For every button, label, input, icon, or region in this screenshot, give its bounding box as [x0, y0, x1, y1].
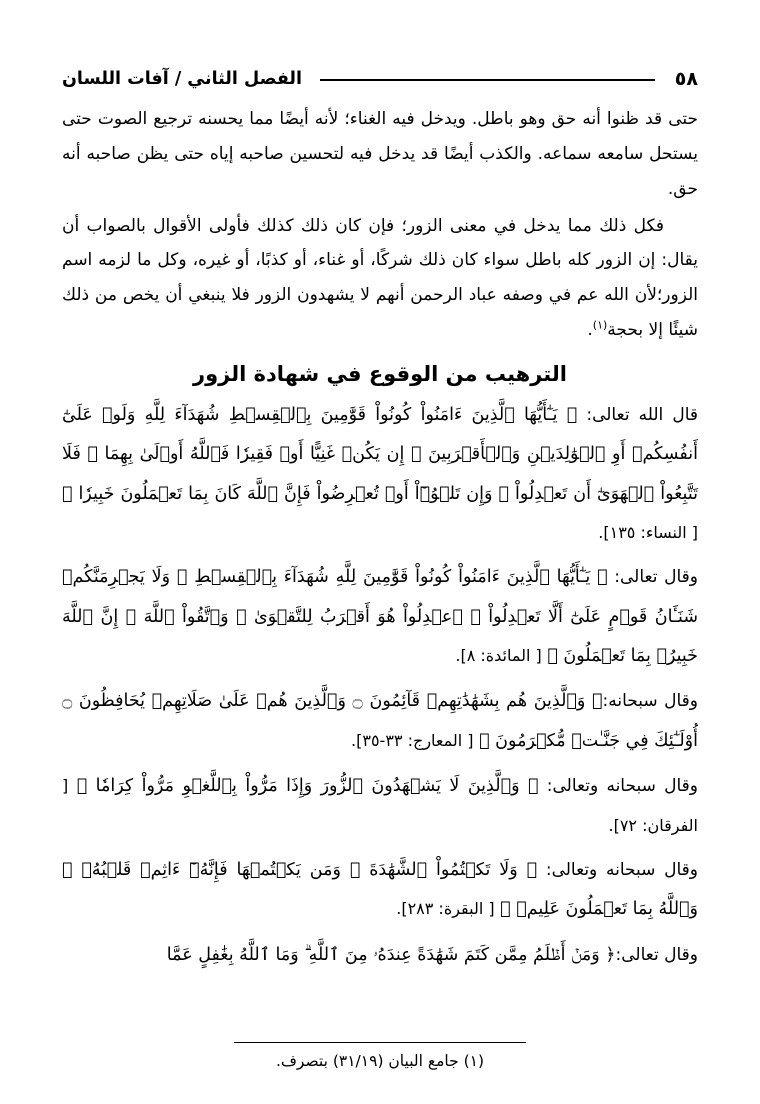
paragraph-zoor-meaning: فكل ذلك مما يدخل في معنى الزور؛ فإن كان ذلك كذلك فأولى الأقوال بالصواب أن يقال: إن الزور كله باطل سواء كان ذلك شركًا، أو غناء، أو كذبًا، أو غيره، وكل ما لزمه اسم الزور؛لأن الله عم في وصفه عباد الرحمن أنهم لا يشهدون الزور فلا ينبغي أن يخص من ذلك شيئًا إلا بحجة$^{(١)}$.	[62, 215, 698, 341]
quran-reference: [ الفرقان: ٧٢].	[62, 776, 698, 835]
quran-reference: [ المائدة: ٨].	[455, 646, 542, 666]
quote-block-baqarah-140	[62, 936, 698, 975]
quote-block-nisa	[62, 396, 698, 552]
paragraph-continuation: حتى قد ظنوا أنه حق وهو باطل. ويدخل فيه الغناء؛ لأنه أيضًا مما يحسنه ترجيع الصوت حتى يستحل سامعه سماعه. والكذب أيضًا قد يدخل فيه لتحسين صاحبه إياه حتى يظن صاحبه أنه حق.	[62, 109, 698, 199]
quote-lead-in: وقال سبحانه وتعالى:	[538, 776, 698, 797]
page-number: ٥٨	[674, 68, 698, 90]
footnote-text: (١) جامع البيان (٣١/١٩) بتصرف.	[275, 1052, 485, 1071]
quran-verse-text: ﴿ وَلَا تَكۡتُمُواْ ٱلشَّهَٰدَةَ ۚ وَمَن يَكۡتُمۡهَا فَإِنَّهُۥٓ ءَاثِمٞ قَلۡبُهُۥ ۗ وَٱللَّهُ بِمَا تَعۡمَلُونَ عَلِيمٞ ﴾	[62, 859, 698, 920]
section-heading: الترهيب من الوقوع في شهادة الزور	[193, 361, 567, 386]
quran-verse-text: ﴿ وَمَنۡ أَظۡلَمُ مِمَّن كَتَمَ شَهَٰدَةً عِندَهُۥ مِنَ ٱللَّهِ ۗ وَمَا ٱللَّهُ بِغَٰفِلٍ عَمَّا	[166, 944, 616, 965]
quote-block-furqan	[62, 767, 698, 845]
quran-verse-text: ﴿ يَـٰٓأَيُّهَا ٱلَّذِينَ ءَامَنُواْ كُونُواْ قَوَّٰمِينَ بِٱلۡقِسۡطِ شُهَدَآءَ لِلَّهِ وَلَوۡ عَلَىٰٓ أَنفُسِكُمۡ أَوِ ٱلۡوَٰلِدَيۡنِ وَٱلۡأَقۡرَبِينَ ۚ إِن يَكُنۡ غَنِيًّا أَوۡ فَقِيرٗا فَٱللَّهُ أَوۡلَىٰ بِهِمَا ۖ فَلَا تَتَّبِعُواْ ٱلۡهَوَىٰٓ أَن تَعۡدِلُواْ ۚ وَإِن تَلۡوُۥٓاْ أَوۡ تُعۡرِضُواْ فَإِنَّ ٱللَّهَ كَانَ بِمَا تَعۡمَلُونَ خَبِيرٗا ﴾	[62, 404, 698, 504]
header-divider-rule	[320, 79, 655, 81]
quote-lead-in: قال الله تعالى:	[577, 404, 698, 425]
quran-verse-text: ﴿ وَٱلَّذِينَ لَا يَشۡهَدُونَ ٱلزُّورَ وَإِذَا مَرُّواْ بِٱللَّغۡوِ مَرُّواْ كِرَامٗا ﴾	[68, 776, 539, 797]
quran-reference: [ البقرة: ٢٨٣].	[396, 899, 495, 919]
quran-reference: [ المعارج: ٣٣-٣٥].	[351, 730, 474, 750]
page-header	[62, 62, 698, 96]
header-chapter-title: الفصل الثاني / آفات اللسان	[62, 69, 302, 89]
quran-reference: [ النساء: ١٣٥].	[598, 523, 698, 543]
quote-lead-in: وقال سبحانه:	[602, 691, 698, 712]
quote-lead-in: وقال تعالى:	[615, 944, 698, 965]
quote-block-baqarah-283	[62, 851, 698, 930]
footnote-area	[62, 1042, 698, 1074]
quran-verse-text: ﴿ وَٱلَّذِينَ هُم بِشَهَٰدَٰتِهِمۡ قَآئِمُونَ ۝ وَٱلَّذِينَ هُمۡ عَلَىٰ صَلَاتِهِمۡ يُحَافِظُونَ ۝ أُوْلَـٰٓئِكَ فِي جَنَّـٰتٖ مُّكۡرَمُونَ ﴾	[62, 691, 698, 751]
footnote-divider-rule	[234, 1042, 527, 1043]
paragraph-text: فكل ذلك مما يدخل في معنى الزور؛ فإن كان ذلك كذلك فأولى الأقوال بالصواب أن يقال: إن الزور كله باطل سواء كان ذلك شركًا، أو غناء، أو كذبًا، أو غيره، وكل ما لزمه اسم الزور؛لأن الله عم في وصفه عباد الرحمن أنهم لا يشهدون الزور فلا ينبغي أن يخص من ذلك شيئًا إلا بحجة	[62, 215, 698, 341]
quote-lead-in: وقال تعالى:	[607, 567, 698, 588]
page-body	[62, 102, 698, 975]
quote-lead-in: وقال سبحانه وتعالى:	[537, 859, 698, 880]
footnote-marker: (١)	[592, 318, 608, 332]
quote-block-maarij	[62, 682, 698, 761]
quran-verse-text: ﴿ يَـٰٓأَيُّهَا ٱلَّذِينَ ءَامَنُواْ كُونُواْ قَوَّٰمِينَ لِلَّهِ شُهَدَآءَ بِٱلۡقِسۡطِ ۖ وَلَا يَجۡرِمَنَّكُمۡ شَنَـَٔانُ قَوۡمٍ عَلَىٰٓ أَلَّا تَعۡدِلُواْ ۚ ٱعۡدِلُواْ هُوَ أَقۡرَبُ لِلتَّقۡوَىٰ ۖ وَٱتَّقُواْ ٱللَّهَ ۚ إِنَّ ٱللَّهَ خَبِيرُۢ بِمَا تَعۡمَلُونَ ﴾	[62, 567, 698, 667]
quote-block-maidah	[62, 558, 698, 676]
